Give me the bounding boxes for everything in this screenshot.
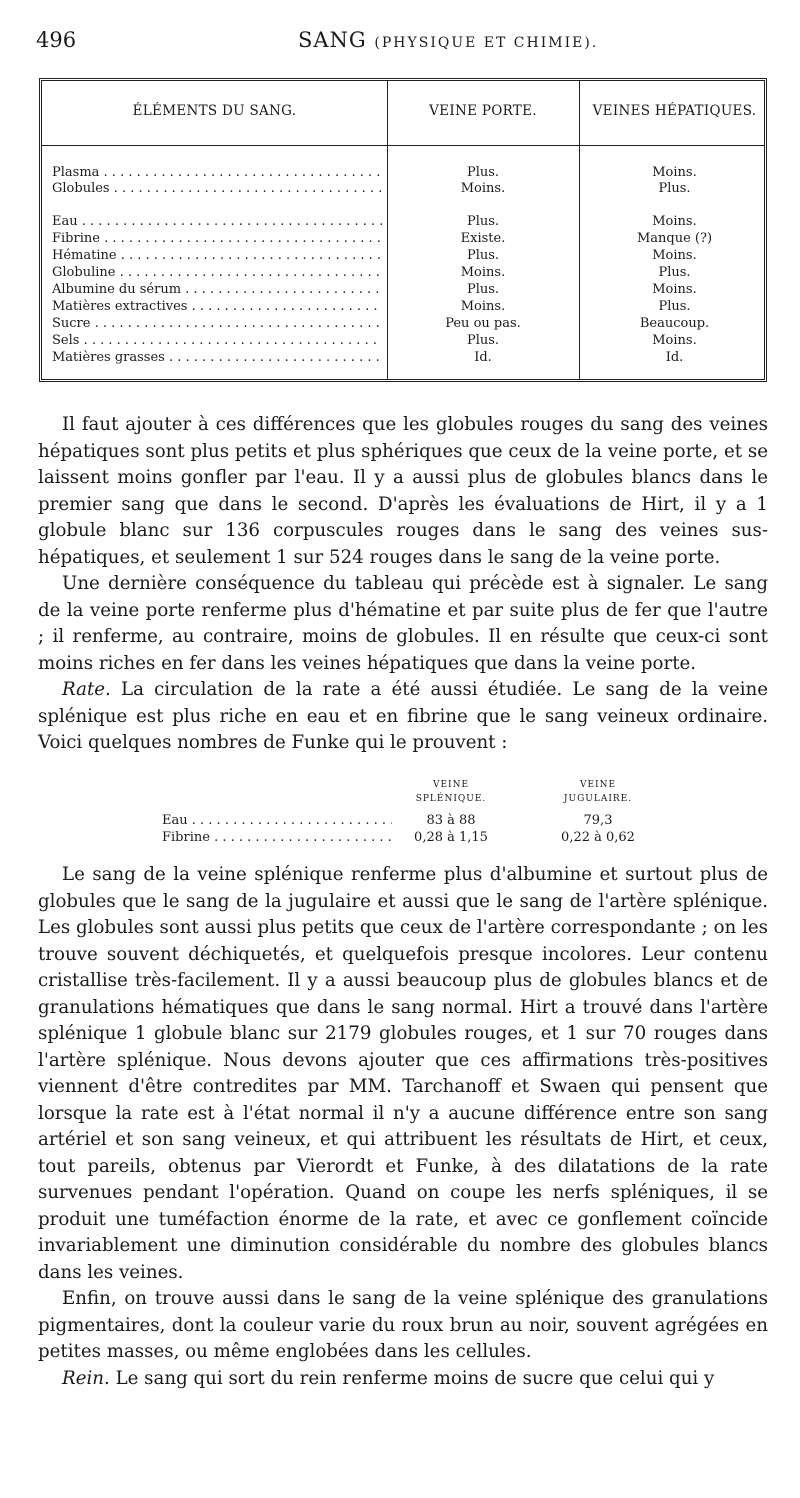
funke-header-jugulaire-line1: VEINE (579, 780, 617, 790)
row-veine-porte: Peu ou pas. (445, 316, 521, 331)
body-text-bottom (38, 862, 768, 1392)
funke-row-element: Eau . . . (162, 812, 392, 829)
row-element: Sels . . . (52, 333, 382, 349)
body-text-top (38, 412, 768, 757)
table-row (42, 248, 770, 264)
funke-header-splenique (391, 778, 511, 806)
row-veine-porte: Id. (474, 350, 492, 365)
running-header (36, 28, 776, 60)
table-row (42, 316, 770, 332)
paragraph-consequence: Une dernière conséquence du tableau qui précède est à signaler. Le sang de la veine porte renferme plus d'hématine et par suite plus de fer que l'autre ; il renferme, au contraire, moins de globules. Il en résulte que ceux-ci sont moins riches en fer dans les veines hépatiques que dans la veine porte. (38, 573, 768, 674)
funke-row-splenique: 83 à 88 (426, 813, 476, 828)
funke-row (38, 829, 768, 846)
row-veine-porte: Plus. (466, 165, 500, 180)
paragraph-rein-text: Le sang qui sort du rein renferme moins de sucre que celui qui y (109, 1367, 715, 1389)
section-lead-rate: Rate. (62, 679, 111, 700)
row-veines-hepatiques: Moins. (652, 214, 697, 229)
row-element: Hématine . . . (52, 248, 382, 264)
table-row (42, 231, 770, 247)
row-element: Globuline . . . (52, 265, 382, 281)
row-veines-hepatiques: Moins. (652, 165, 697, 180)
row-veine-porte: Plus. (466, 333, 500, 348)
row-element: Matières grasses . . . (52, 350, 382, 366)
page-number: 496 (36, 28, 77, 52)
row-veines-hepatiques: Moins. (652, 248, 697, 263)
paragraph-rate-text: La circulation de la rate a été aussi étudiée. Le sang de la veine splénique est plus riche en eau et en fibrine que le sang veineux ordinaire. Voici quelques nombres de Funke qui le prouvent : (38, 679, 768, 753)
row-veine-porte: Plus. (466, 248, 500, 263)
row-element: Eau . . . (52, 214, 382, 230)
funke-header-splenique-line2: SPLÉNIQUE. (415, 794, 487, 804)
row-element: Matières extractives . . . (52, 299, 382, 315)
row-veines-hepatiques: Manque (?) (636, 231, 713, 246)
funke-header-jugulaire (538, 778, 658, 806)
running-title (298, 28, 598, 52)
table-row (42, 165, 770, 181)
row-element: Fibrine . . . (52, 231, 382, 247)
table-row (42, 214, 770, 230)
row-veine-porte: Moins. (460, 299, 506, 314)
table-row (42, 181, 770, 197)
funke-row-jugulaire: 79,3 (583, 813, 613, 828)
row-veines-hepatiques: Moins. (652, 333, 697, 348)
comparison-table (39, 78, 767, 382)
running-title-main: SANG (298, 28, 367, 52)
funke-header-splenique-line1: VEINE (432, 780, 470, 790)
table-header-veines-hepatiques: VEINES HÉPATIQUES. (592, 103, 757, 119)
row-element: Globules . . . (52, 181, 382, 197)
section-lead-rein: Rein. (62, 1367, 110, 1389)
funke-row (38, 812, 768, 829)
paragraph-globules: Il faut ajouter à ces différences que les globules rouges du sang des veines hépatiques sont plus petits et plus sphériques que ceux de la veine porte, et se laissent moins gonfler par l'eau. Il y a aussi plus de globules blancs dans le premier sang que dans le second. D'après les évaluations de Hirt, il y a 1 globule blanc sur 136 corpuscules rouges dans le sang des veines sus-hépatiques, et seulement 1 sur 524 rouges dans le sang de la veine porte. (38, 414, 768, 568)
table-header-veine-porte: VEINE PORTE. (429, 103, 537, 119)
funke-table (38, 778, 768, 848)
paragraph-veine-splenique: Le sang de la veine splénique renferme plus d'albumine et surtout plus de globules que le sang de la jugulaire et aussi que le sang de l'artère splénique. Les globules sont aussi plus petits que ceux de l'artère correspondante ; on les trouve souvent déchiquetés, et quelquefois presque incolores. Leur contenu cristallise très-facilement. Il y a aussi beaucoup plus de globules blancs et de granulations hématiques que dans le sang normal. Hirt a trouvé dans l'artère splénique 1 globule blanc sur 2179 globules rouges, et 1 sur 70 rouges dans l'artère splénique. Nous devons ajouter que ces affirmations très-positives viennent d'être contredites par MM. Tarchanoff et Swaen qui pensent que lorsque la rate est à l'état normal il n'y a aucune différence entre son sang artériel et son sang veineux, et qui attribuent les résultats de Hirt, et ceux, tout pareils, obtenus par Vierordt et Funke, à des dilatations de la rate survenues pendant l'opération. Quand on coupe les nerfs spléniques, il se produit une tuméfaction énorme de la rate, et avec ce gonflement coïncide invariablement une diminution considérable du nombre des globules blancs dans les veines. (38, 864, 768, 1283)
row-veines-hepatiques: Moins. (652, 282, 697, 297)
funke-header-jugulaire-line2: JUGULAIRE. (563, 794, 633, 804)
running-title-sub: (PHYSIQUE ET CHIMIE). (374, 35, 599, 51)
row-veines-hepatiques: Id. (665, 350, 684, 365)
row-veines-hepatiques: Beaucoup. (639, 316, 710, 331)
table-header-rule (42, 145, 764, 146)
row-element: Plasma . . . (52, 165, 382, 181)
row-element: Sucre . . . (52, 316, 382, 332)
table-row (42, 299, 770, 315)
row-veine-porte: Plus. (466, 282, 500, 297)
table-header-elements: ÉLÉMENTS DU SANG. (132, 103, 297, 119)
row-veines-hepatiques: Plus. (658, 265, 691, 280)
table-row (42, 333, 770, 349)
row-veine-porte: Moins. (460, 265, 506, 280)
paragraph-granulations: Enfin, on trouve aussi dans le sang de la veine splénique des granulations pigmentaires, dont la couleur varie du roux brun au noir, souvent agrégées en petites masses, ou même englobées dans les cellules. (38, 1288, 768, 1362)
row-veine-porte: Existe. (460, 231, 506, 246)
funke-row-element: Fibrine . . . (162, 829, 392, 846)
row-veines-hepatiques: Plus. (658, 299, 691, 314)
table-row (42, 282, 770, 298)
paragraph-rate (38, 677, 768, 757)
funke-row-splenique: 0,28 à 1,15 (414, 830, 488, 845)
table-row (42, 350, 770, 366)
table-row (42, 265, 770, 281)
funke-row-jugulaire: 0,22 à 0,62 (561, 830, 635, 845)
row-veine-porte: Moins. (460, 181, 506, 196)
row-element: Albumine du sérum . . . (52, 282, 382, 298)
row-veine-porte: Plus. (466, 214, 500, 229)
paragraph-rein (38, 1366, 768, 1393)
row-veines-hepatiques: Plus. (658, 181, 691, 196)
